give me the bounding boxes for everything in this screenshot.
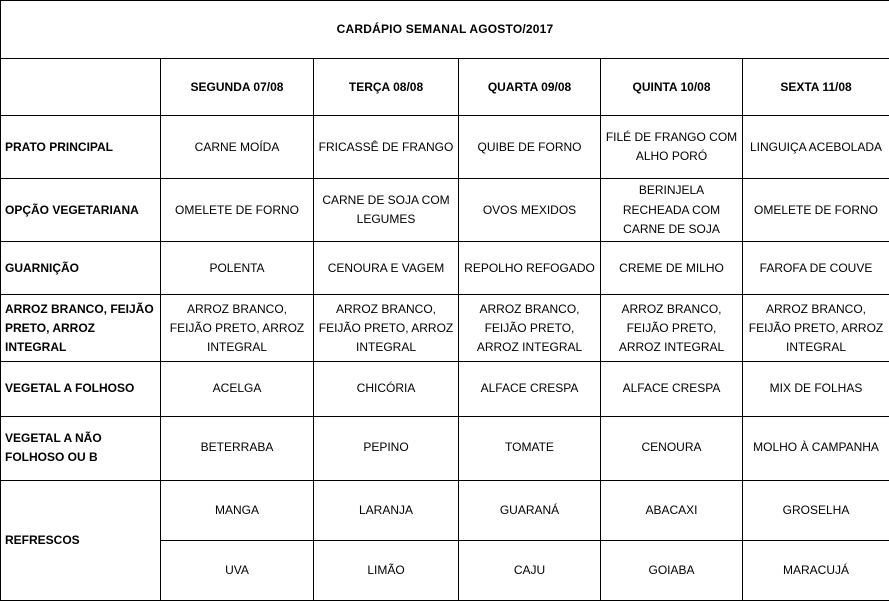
menu-cell: CAJU — [459, 540, 601, 600]
menu-cell: POLENTA — [161, 242, 314, 295]
row-label-refrescos: REFRESCOS — [1, 480, 161, 600]
column-header-segunda: SEGUNDA 07/08 — [161, 59, 314, 116]
menu-cell: ARROZ BRANCO, FEIJÃO PRETO, ARROZ INTEGRAL — [314, 295, 459, 362]
menu-cell: PEPINO — [314, 416, 459, 480]
menu-cell: MIX DE FOLHAS — [743, 362, 889, 416]
row-label-vegetal-folhoso: VEGETAL A FOLHOSO — [1, 362, 161, 416]
menu-cell: LIMÃO — [314, 540, 459, 600]
row-label-prato-principal: PRATO PRINCIPAL — [1, 116, 161, 179]
menu-cell: CARNE MOÍDA — [161, 116, 314, 179]
menu-cell: CREME DE MILHO — [601, 242, 743, 295]
row-label-guarnicao: GUARNIÇÃO — [1, 242, 161, 295]
row-label-opcao-vegetariana: OPÇÃO VEGETARIANA — [1, 179, 161, 242]
menu-cell: GUARANÁ — [459, 480, 601, 540]
menu-cell: CARNE DE SOJA COM LEGUMES — [314, 179, 459, 242]
table-title: CARDÁPIO SEMANAL AGOSTO/2017 — [1, 1, 889, 59]
menu-cell: MANGA — [161, 480, 314, 540]
column-header-sexta: SEXTA 11/08 — [743, 59, 889, 116]
column-header-terca: TERÇA 08/08 — [314, 59, 459, 116]
corner-cell — [1, 59, 161, 116]
menu-cell: UVA — [161, 540, 314, 600]
menu-cell: OMELETE DE FORNO — [161, 179, 314, 242]
menu-cell: ARROZ BRANCO, FEIJÃO PRETO, ARROZ INTEGRAL — [743, 295, 889, 362]
menu-cell: TOMATE — [459, 416, 601, 480]
menu-cell: ALFACE CRESPA — [601, 362, 743, 416]
menu-cell: REPOLHO REFOGADO — [459, 242, 601, 295]
menu-cell: CHICÓRIA — [314, 362, 459, 416]
menu-cell: MOLHO À CAMPANHA — [743, 416, 889, 480]
column-header-quarta: QUARTA 09/08 — [459, 59, 601, 116]
menu-cell: LARANJA — [314, 480, 459, 540]
menu-cell: ARROZ BRANCO, FEIJÃO PRETO, ARROZ INTEGRAL — [601, 295, 743, 362]
menu-cell: CENOURA — [601, 416, 743, 480]
column-header-quinta: QUINTA 10/08 — [601, 59, 743, 116]
menu-cell: FAROFA DE COUVE — [743, 242, 889, 295]
menu-cell: ALFACE CRESPA — [459, 362, 601, 416]
menu-cell: GOIABA — [601, 540, 743, 600]
menu-cell: BERINJELA RECHEADA COM CARNE DE SOJA — [601, 179, 743, 242]
row-label-arroz-feijao: ARROZ BRANCO, FEIJÃO PRETO, ARROZ INTEGRAL — [1, 295, 161, 362]
menu-cell: MARACUJÁ — [743, 540, 889, 600]
menu-cell: QUIBE DE FORNO — [459, 116, 601, 179]
menu-cell: BETERRABA — [161, 416, 314, 480]
menu-cell: ARROZ BRANCO, FEIJÃO PRETO, ARROZ INTEGRAL — [161, 295, 314, 362]
menu-cell: FILÉ DE FRANGO COM ALHO PORÓ — [601, 116, 743, 179]
menu-cell: ARROZ BRANCO, FEIJÃO PRETO, ARROZ INTEGRAL — [459, 295, 601, 362]
menu-cell: ABACAXI — [601, 480, 743, 540]
menu-cell: CENOURA E VAGEM — [314, 242, 459, 295]
menu-cell: FRICASSÊ DE FRANGO — [314, 116, 459, 179]
menu-cell: OVOS MEXIDOS — [459, 179, 601, 242]
menu-cell: GROSELHA — [743, 480, 889, 540]
menu-cell: OMELETE DE FORNO — [743, 179, 889, 242]
menu-cell: ACELGA — [161, 362, 314, 416]
menu-cell: LINGUIÇA ACEBOLADA — [743, 116, 889, 179]
row-label-vegetal-nao-folhoso: VEGETAL A NÃO FOLHOSO OU B — [1, 416, 161, 480]
